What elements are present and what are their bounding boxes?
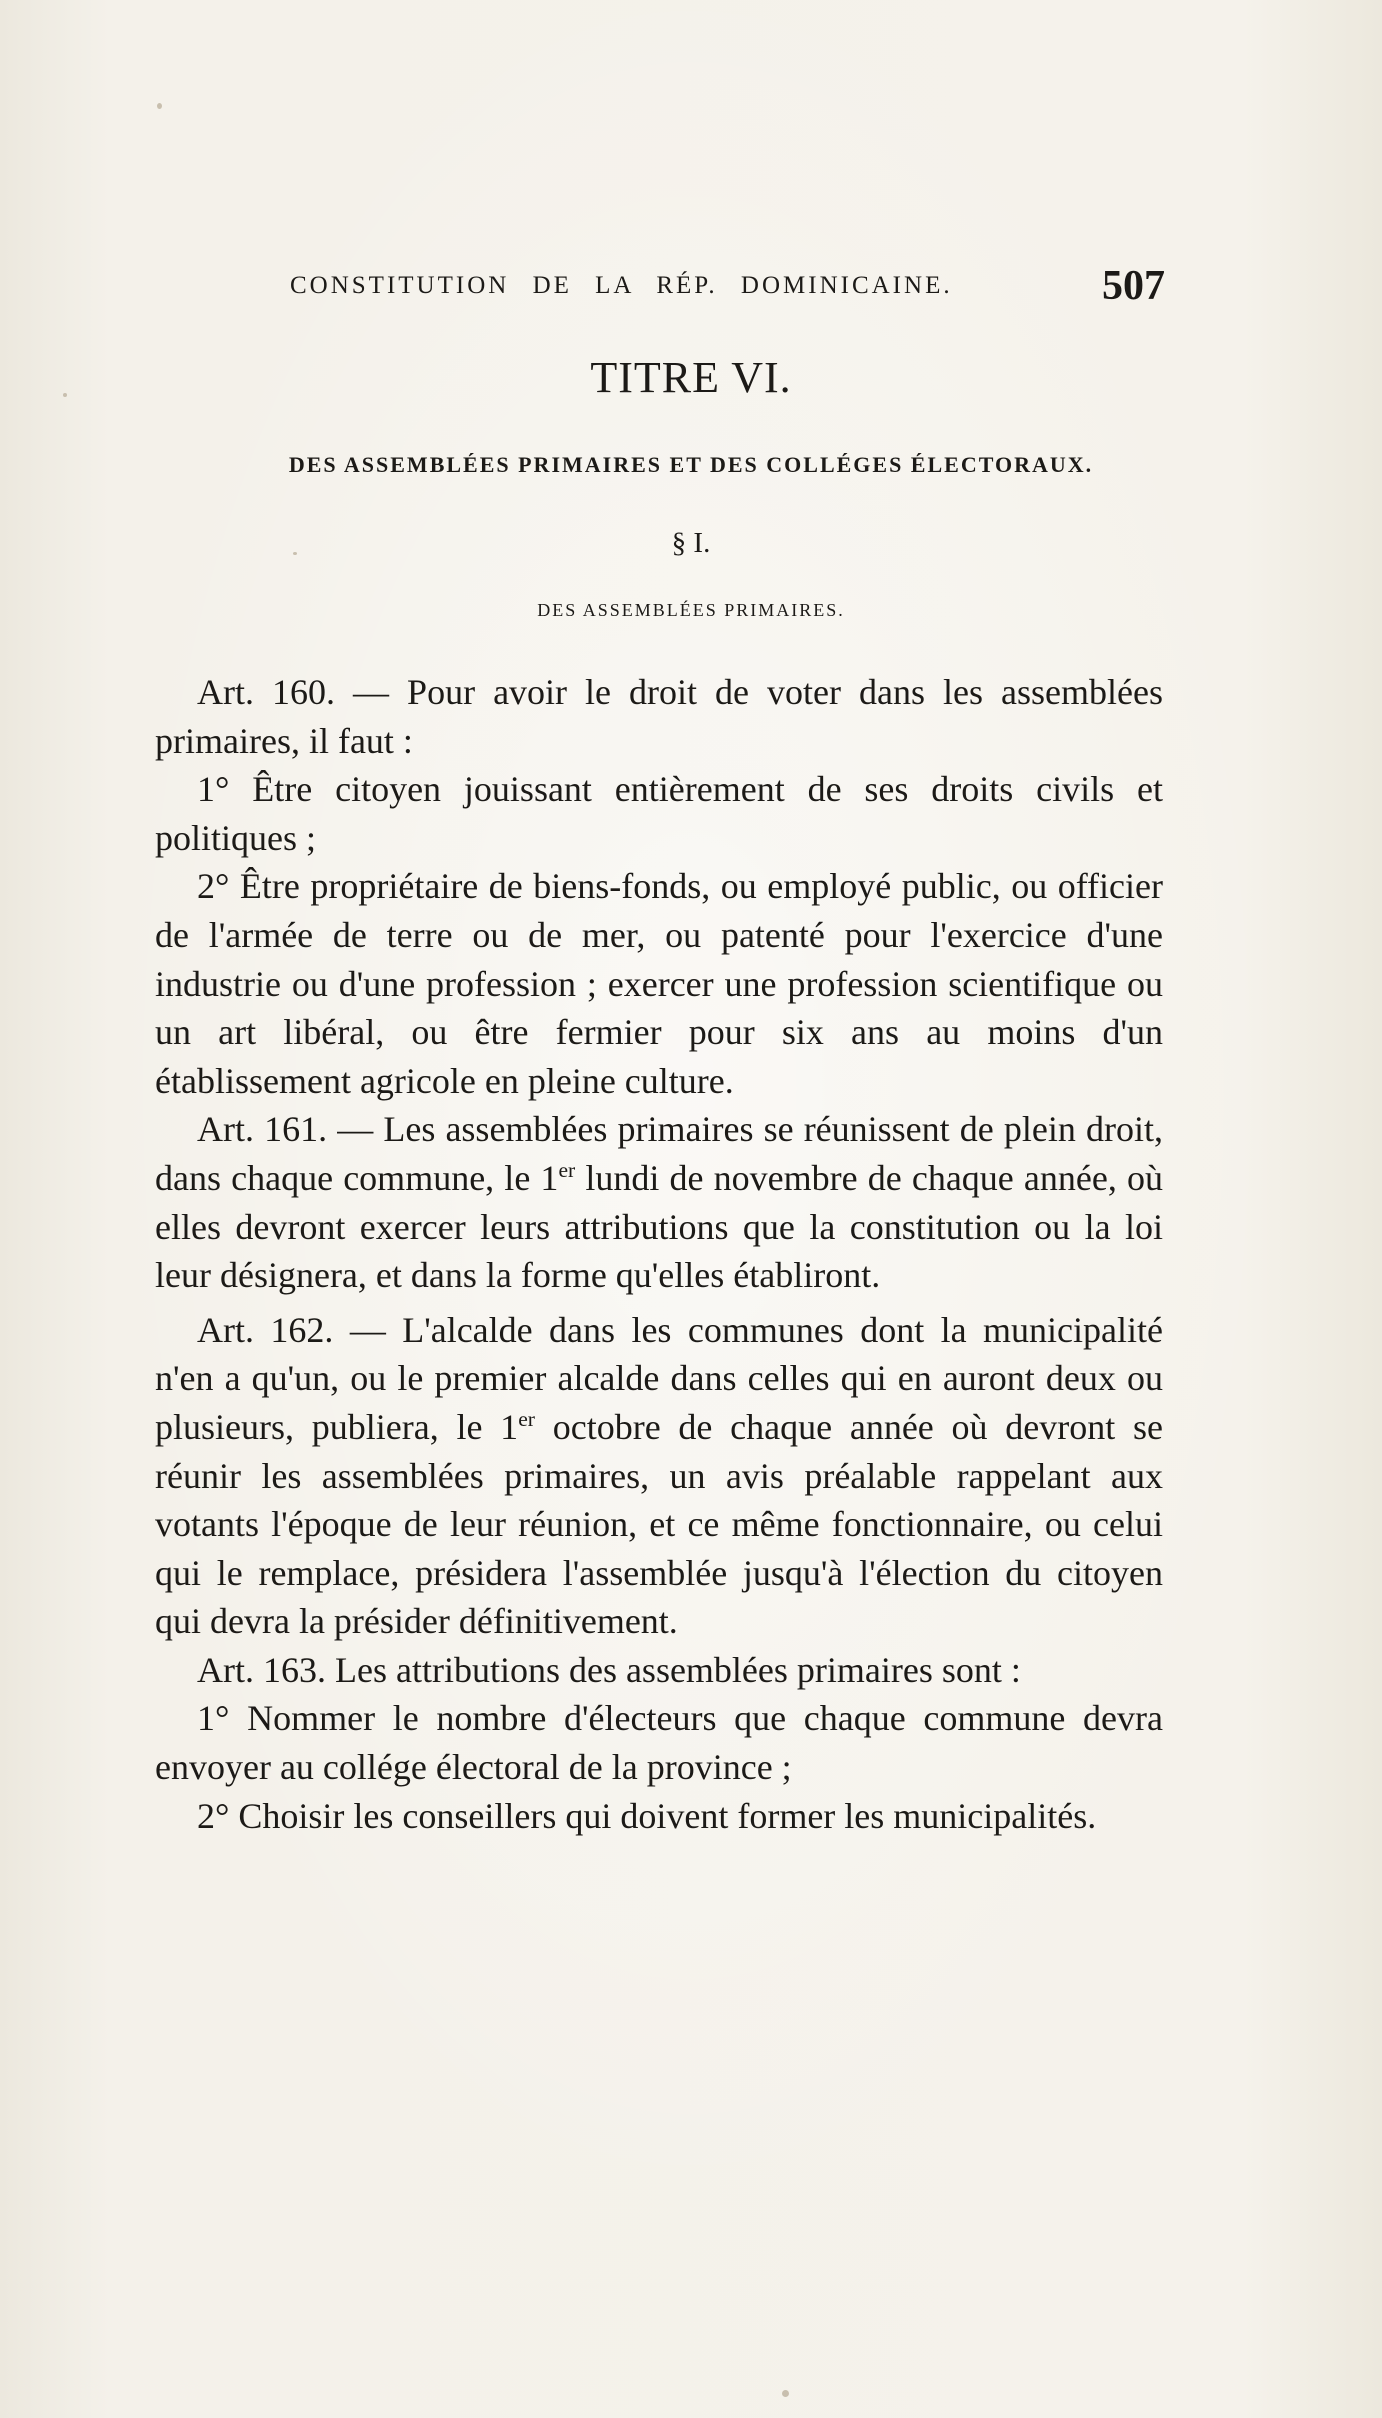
item-text: Nommer le nombre d'électeurs que chaque commune devra envoyer au collége électoral de la province ; — [155, 1698, 1163, 1788]
article-163 — [155, 1646, 1163, 1695]
item-label: 1° — [197, 769, 230, 810]
item-label: 2° — [197, 1795, 230, 1836]
article-text: — L'alcalde dans les communes dont la municipalité n'en a qu'un, ou le premier alcalde dans celles qui en auront deux ou plusieurs, publiera, le 1 — [155, 1309, 1163, 1447]
article-160 — [155, 668, 1163, 765]
article-163-item-1 — [155, 1694, 1163, 1791]
section-mark: § I. — [671, 527, 711, 559]
running-title: CONSTITUTION DE LA RÉP. DOMINICAINE. — [290, 272, 953, 299]
article-160-item-1 — [155, 765, 1163, 862]
article-label: Art. 161. — [197, 1109, 328, 1150]
item-text: Choisir les conseillers qui doivent former les municipalités. — [229, 1795, 1097, 1836]
article-161 — [155, 1105, 1163, 1299]
ordinal-suffix: er — [558, 1157, 576, 1182]
article-162 — [155, 1306, 1163, 1646]
page-number: 507 — [1102, 263, 1165, 309]
item-label: 2° — [197, 866, 230, 907]
article-label: Art. 162. — [197, 1309, 334, 1350]
paper-speck — [782, 2390, 789, 2397]
article-text: — Pour avoir le droit de voter dans les assemblées primaires, il faut : — [155, 672, 1163, 761]
paper-speck — [293, 552, 297, 555]
item-label: 1° — [197, 1698, 230, 1739]
article-label: Art. 160. — [197, 672, 336, 712]
chapter-subtitle: DES ASSEMBLÉES PRIMAIRES ET DES COLLÉGES ÉLECTORAUX. — [288, 452, 1094, 477]
running-head — [290, 263, 1170, 314]
article-160-item-2 — [155, 862, 1163, 1105]
article-text: lundi de novembre de chaque année, où elles devront exercer leurs attributions que la constitution ou la loi leur désignera, et dans la forme qu'elles établiront. — [155, 1157, 1163, 1296]
paper-speck — [63, 393, 67, 397]
paper-speck — [157, 103, 162, 109]
ordinal-suffix: er — [518, 1406, 535, 1431]
body-text — [155, 668, 1163, 1840]
article-text: octobre de chaque année où devront se réunir les assemblées primaires, un avis préalable rappelant aux votants l'époque de leur réunion, et ce même fonctionnaire, ou celui qui le remplace, présidera l'assemblée jusqu'à l'élection du citoyen qui devra la présider définitivement. — [155, 1406, 1163, 1642]
section-title: DES ASSEMBLÉES PRIMAIRES. — [537, 600, 845, 620]
chapter-title: TITRE VI. — [590, 353, 792, 402]
item-text: Être propriétaire de biens-fonds, ou employé public, ou officier de l'armée de terre ou de mer, ou patenté pour l'exercice d'une industrie ou d'une profession ; exercer une profession scientifique ou un art libéral, ou être fermier pour six ans au moins d'un établissement agricole en pleine culture. — [155, 866, 1163, 1101]
article-text: Les attributions des assemblées primaires sont : — [326, 1649, 1021, 1690]
article-label: Art. 163. — [197, 1649, 326, 1690]
item-text: Être citoyen jouissant entièrement de ses droits civils et politiques ; — [155, 769, 1163, 858]
article-text: — Les assemblées primaires se réunissent de plein droit, dans chaque commune, le 1 — [155, 1109, 1163, 1198]
article-163-item-2 — [155, 1792, 1163, 1841]
